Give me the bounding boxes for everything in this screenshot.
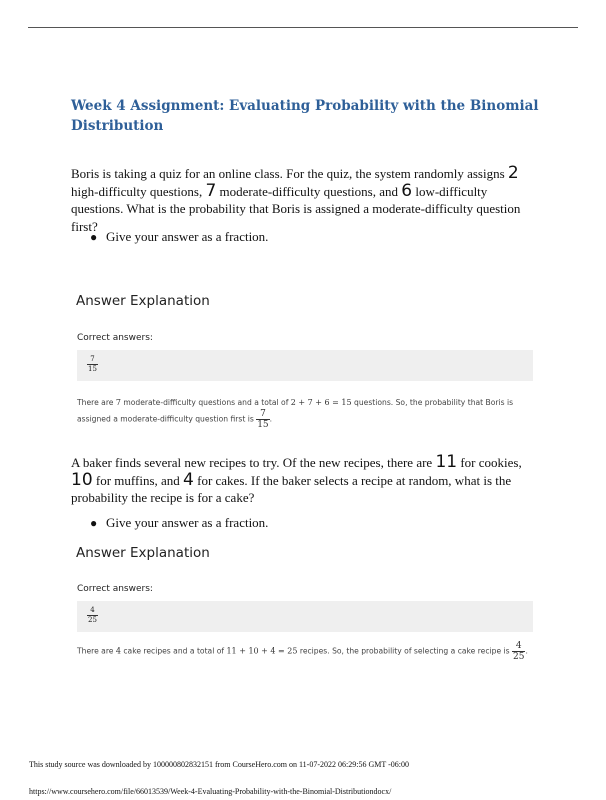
correct-answer-box-1 — [77, 350, 533, 381]
answer-fraction-2: $\frac{4}{25}$ — [88, 606, 97, 624]
answer-fraction-1: $\frac{7}{15}$ — [88, 355, 97, 373]
count-high: 2 — [507, 163, 519, 183]
count-moderate: 7 — [205, 180, 217, 201]
question-1-instruction: ● Give your answer as a fraction. — [90, 229, 269, 244]
explanation-fraction-2: $\frac{4}{25}$ — [513, 641, 525, 662]
bullet-icon: ● — [90, 516, 98, 530]
question-2-instruction: ● Give your answer as a fraction. — [90, 515, 269, 530]
count-muffins: 10 — [71, 469, 93, 490]
count-low: 6 — [401, 180, 413, 201]
count-cakes: 4 — [183, 469, 194, 490]
explanation-text-2: There are 4 cake recipes and a total of 11 + 10 + 4 = 25 recipes. So, the probability of selecting a cake recipe is $\frac{4}{25}$ . — [77, 641, 528, 662]
top-divider — [28, 27, 578, 28]
correct-answers-label-2: Correct answers: — [77, 584, 153, 594]
count-cookies: 11 — [435, 452, 458, 472]
question-2-text: A baker finds several new recipes to try. Of the new recipes, there are 11 for cookies, 10 for muffins, and 4 for cakes. If the baker selects a recipe at random, what is the probability the recipe is for a cake? — [71, 452, 522, 505]
question-1-text: Boris is taking a quiz for an online class. For the quiz, the system randomly assigns 2 high-difficulty questions, 7 moderate-difficulty questions, and 6 low-difficulty questions. What is the probability that Boris is assigned a moderate-difficulty question first? — [71, 163, 521, 234]
answer-explanation-heading-2: Answer Explanation — [76, 545, 210, 561]
answer-explanation-heading-1: Answer Explanation — [76, 293, 210, 309]
download-notice: This study source was downloaded by 100000802832151 from CourseHero.com on 11-07-2022 06:29:56 GMT -06:00 — [29, 760, 409, 769]
source-url[interactable]: https://www.coursehero.com/file/66013539/Week-4-Evaluating-Probability-with-the-Binomial-Distributiondocx/ — [29, 787, 392, 796]
page-title: Week 4 Assignment: Evaluating Probability with the Binomial Distribution — [71, 98, 539, 134]
bullet-icon: ● — [90, 230, 98, 244]
correct-answers-label-1: Correct answers: — [77, 333, 153, 343]
correct-answer-box-2 — [77, 601, 533, 632]
explanation-text-1: There are 7 moderate-difficulty questions and a total of 2 + 7 + 6 = 15 questions. So, the probability that Boris is assigned a moderate-difficulty question first is $\frac{7}{15}$ . — [77, 398, 514, 430]
explanation-fraction-1: $\frac{7}{15}$ — [257, 409, 269, 430]
